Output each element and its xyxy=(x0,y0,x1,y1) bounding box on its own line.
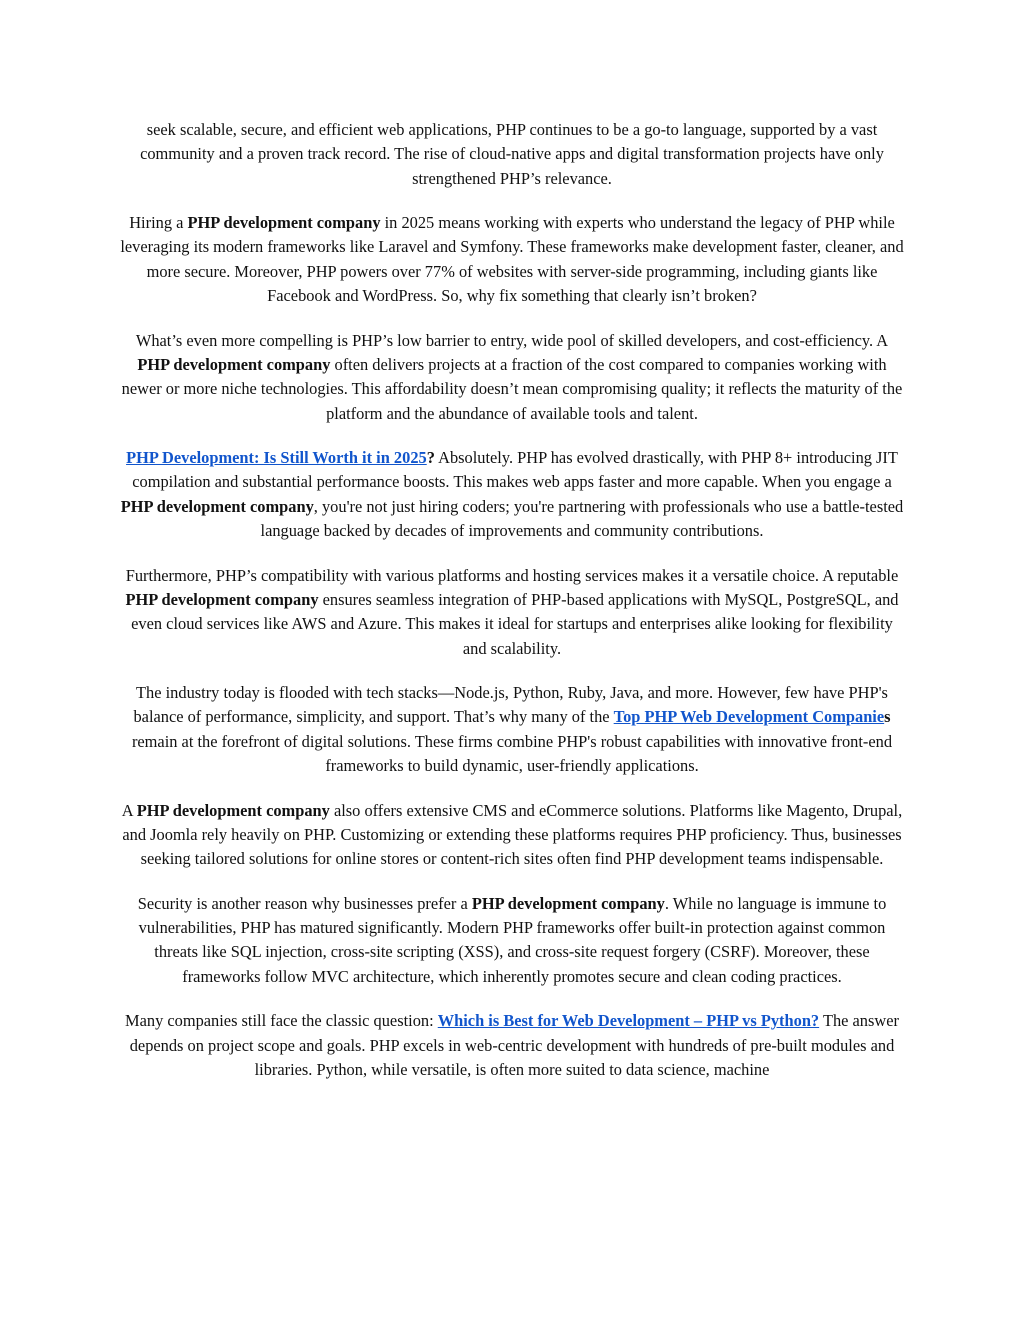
paragraph-still-worth-it xyxy=(118,446,906,543)
bold-phrase: PHP development company xyxy=(187,213,381,233)
question-mark: ? xyxy=(426,448,435,468)
document-page xyxy=(118,118,906,1102)
paragraph-text: A xyxy=(121,800,137,820)
paragraph-text: , you're not just hiring coders; you're partnering with professionals who use a battle-tested language backed by decades of improvements and community contributions. xyxy=(260,496,904,541)
paragraph-text: often delivers projects at a fraction of the cost compared to companies working with newer or more niche technologies. This affordability doesn’t mean compromising quality; it reflects the maturity of the platform and the abundance of available tools and talent. xyxy=(121,354,903,423)
bold-phrase: PHP development company xyxy=(125,589,319,609)
paragraph-text: Absolutely. PHP has evolved drastically, with PHP 8+ introducing JIT compilation and substantial performance boosts. This makes web apps faster and more capable. When you engage a xyxy=(132,448,898,492)
link-php-still-worth-it[interactable]: PHP Development: Is Still Worth it in 2025 xyxy=(126,448,427,468)
bold-phrase: PHP development company xyxy=(136,800,330,820)
bold-phrase: PHP development company xyxy=(120,496,314,516)
paragraph-tech-stacks xyxy=(118,681,906,778)
paragraph-hiring-php-company xyxy=(118,211,906,308)
paragraph-text: Many companies still face the classic question: xyxy=(125,1011,438,1031)
bold-phrase: PHP development company xyxy=(137,354,331,374)
paragraph-text: What’s even more compelling is PHP’s low barrier to entry, wide pool of skilled developers, and cost-efficiency. A xyxy=(135,330,889,350)
paragraph-text: seek scalable, secure, and efficient web applications, PHP continues to be a go-to language, supported by a vast community and a proven track record. The rise of cloud-native apps and digital transformation projects have only strengthened PHP’s relevance. xyxy=(140,120,884,188)
paragraph-security xyxy=(118,892,906,989)
paragraph-text: Security is another reason why businesses prefer a xyxy=(137,893,472,913)
paragraph-text: in 2025 means working with experts who understand the legacy of PHP while leveraging its modern frameworks like Laravel and Symfony. These frameworks make development faster, cleaner, and more secure. Moreover, PHP powers over 77% of websites with server-side programming, including giants like Facebook and WordPress. So, why fix something that clearly isn’t broken? xyxy=(120,213,904,306)
paragraph-text: Furthermore, PHP’s compatibility with various platforms and hosting services makes it a versatile choice. A reputable xyxy=(125,565,899,585)
link-suffix: s xyxy=(884,707,891,727)
paragraph-php-relevance xyxy=(118,118,906,191)
paragraph-compatibility xyxy=(118,564,906,661)
paragraph-php-vs-python xyxy=(118,1009,906,1082)
bold-phrase: PHP development company xyxy=(471,893,665,913)
paragraph-cms-ecommerce xyxy=(118,799,906,872)
paragraph-text: Hiring a xyxy=(129,213,188,233)
paragraph-text: The industry today is flooded with tech stacks—Node.js, Python, Ruby, Java, and more. However, few have PHP's balance of performance, simplicity, and support. That’s why many of the xyxy=(133,683,888,727)
paragraph-text: ensures seamless integration of PHP-based applications with MySQL, PostgreSQL, and even cloud services like AWS and Azure. This makes it ideal for startups and enterprises alike looking for flexibility and scalability. xyxy=(131,589,899,658)
paragraph-text: also offers extensive CMS and eCommerce solutions. Platforms like Magento, Drupal, and Joomla rely heavily on PHP. Customizing or extending these platforms requires PHP proficiency. Thus, businesses seeking tailored solutions for online stores or content-rich sites often find PHP development teams indispensable. xyxy=(122,800,903,869)
paragraph-text: remain at the forefront of digital solutions. These firms combine PHP's robust capabilities with innovative front-end frameworks to build dynamic, user-friendly applications. xyxy=(131,731,893,776)
paragraph-text: . While no language is immune to vulnerabilities, PHP has matured significantly. Modern PHP frameworks offer built-in protection against common threats like SQL injection, cross-site scripting (XSS), and cross-site request forgery (CSRF). Moreover, these frameworks follow MVC architecture, which inherently promotes secure and clean coding practices. xyxy=(138,893,887,986)
paragraph-text: The answer depends on project scope and goals. PHP excels in web-centric development with hundreds of pre-built modules and libraries. Python, while versatile, is often more suited to data science, machine xyxy=(129,1011,899,1079)
link-top-php-web-development-companies[interactable]: Top PHP Web Development Companie xyxy=(613,707,885,727)
link-php-vs-python[interactable]: Which is Best for Web Development – PHP vs Python? xyxy=(437,1011,820,1031)
paragraph-cost-efficiency xyxy=(118,329,906,426)
